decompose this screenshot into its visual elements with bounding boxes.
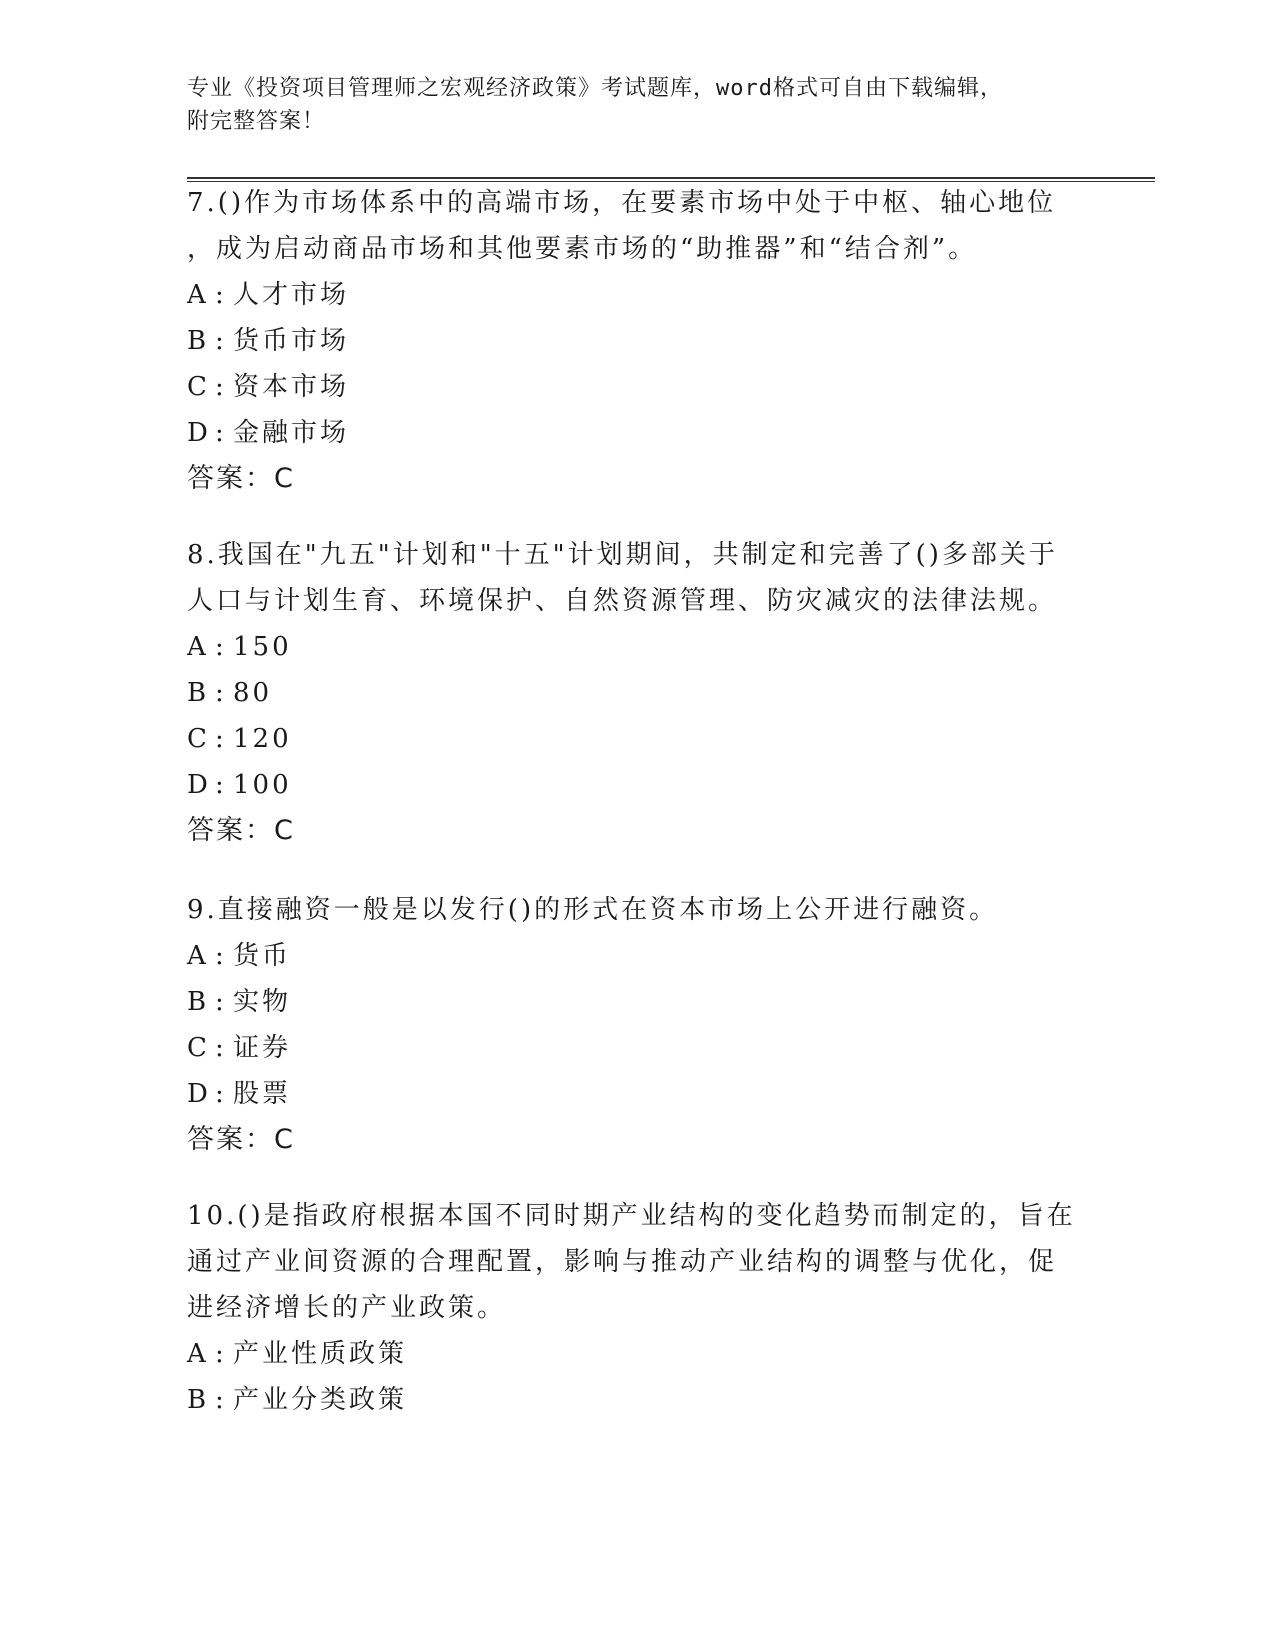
option-a: A : 货币 <box>187 941 292 971</box>
option-b: B : 80 <box>187 678 273 708</box>
document-header <box>187 72 1067 138</box>
option-c: C : 资本市场 <box>187 372 350 402</box>
question-text-line: 7.()作为市场体系中的高端市场，在要素市场中处于中枢、轴心地位 <box>187 188 1057 218</box>
header-line-2: 附完整答案！ <box>187 109 326 134</box>
question-text-line: 人口与计划生育、环境保护、自然资源管理、防灾减灾的法律法规。 <box>187 586 1058 616</box>
question-block <box>187 1193 1087 1423</box>
option-b: B : 实物 <box>187 987 292 1017</box>
option-d: D : 金融市场 <box>187 418 350 448</box>
question-block <box>187 180 1087 502</box>
question-text-line: 通过产业间资源的合理配置，影响与推动产业结构的调整与优化，促 <box>187 1247 1058 1277</box>
answer-line: 答案：C <box>187 815 295 846</box>
option-a: A : 产业性质政策 <box>187 1339 408 1369</box>
option-a: A : 150 <box>187 632 292 662</box>
option-a: A : 人才市场 <box>187 280 350 310</box>
header-line-1: 专业《投资项目管理师之宏观经济政策》考试题库，word格式可自由下载编辑， <box>187 76 1003 101</box>
option-b: B : 产业分类政策 <box>187 1385 408 1415</box>
option-c: C : 证券 <box>187 1033 292 1063</box>
question-text-line: 9.直接融资一般是以发行()的形式在资本市场上公开进行融资。 <box>187 895 999 925</box>
option-d: D : 100 <box>187 770 292 800</box>
question-block <box>187 887 1087 1163</box>
option-b: B : 货币市场 <box>187 326 350 356</box>
question-text-line: 8.我国在"九五"计划和"十五"计划期间，共制定和完善了()多部关于 <box>187 540 1058 570</box>
question-text-line: 进经济增长的产业政策。 <box>187 1293 507 1323</box>
question-text-line: 10.()是指政府根据本国不同时期产业结构的变化趋势而制定的，旨在 <box>187 1201 1076 1231</box>
answer-line: 答案：C <box>187 463 295 494</box>
answer-line: 答案：C <box>187 1124 295 1155</box>
question-block <box>187 532 1087 854</box>
option-d: D : 股票 <box>187 1079 292 1109</box>
question-text-line: ，成为启动商品市场和其他要素市场的“助推器”和“结合剂”。 <box>187 234 978 264</box>
option-c: C : 120 <box>187 724 292 754</box>
